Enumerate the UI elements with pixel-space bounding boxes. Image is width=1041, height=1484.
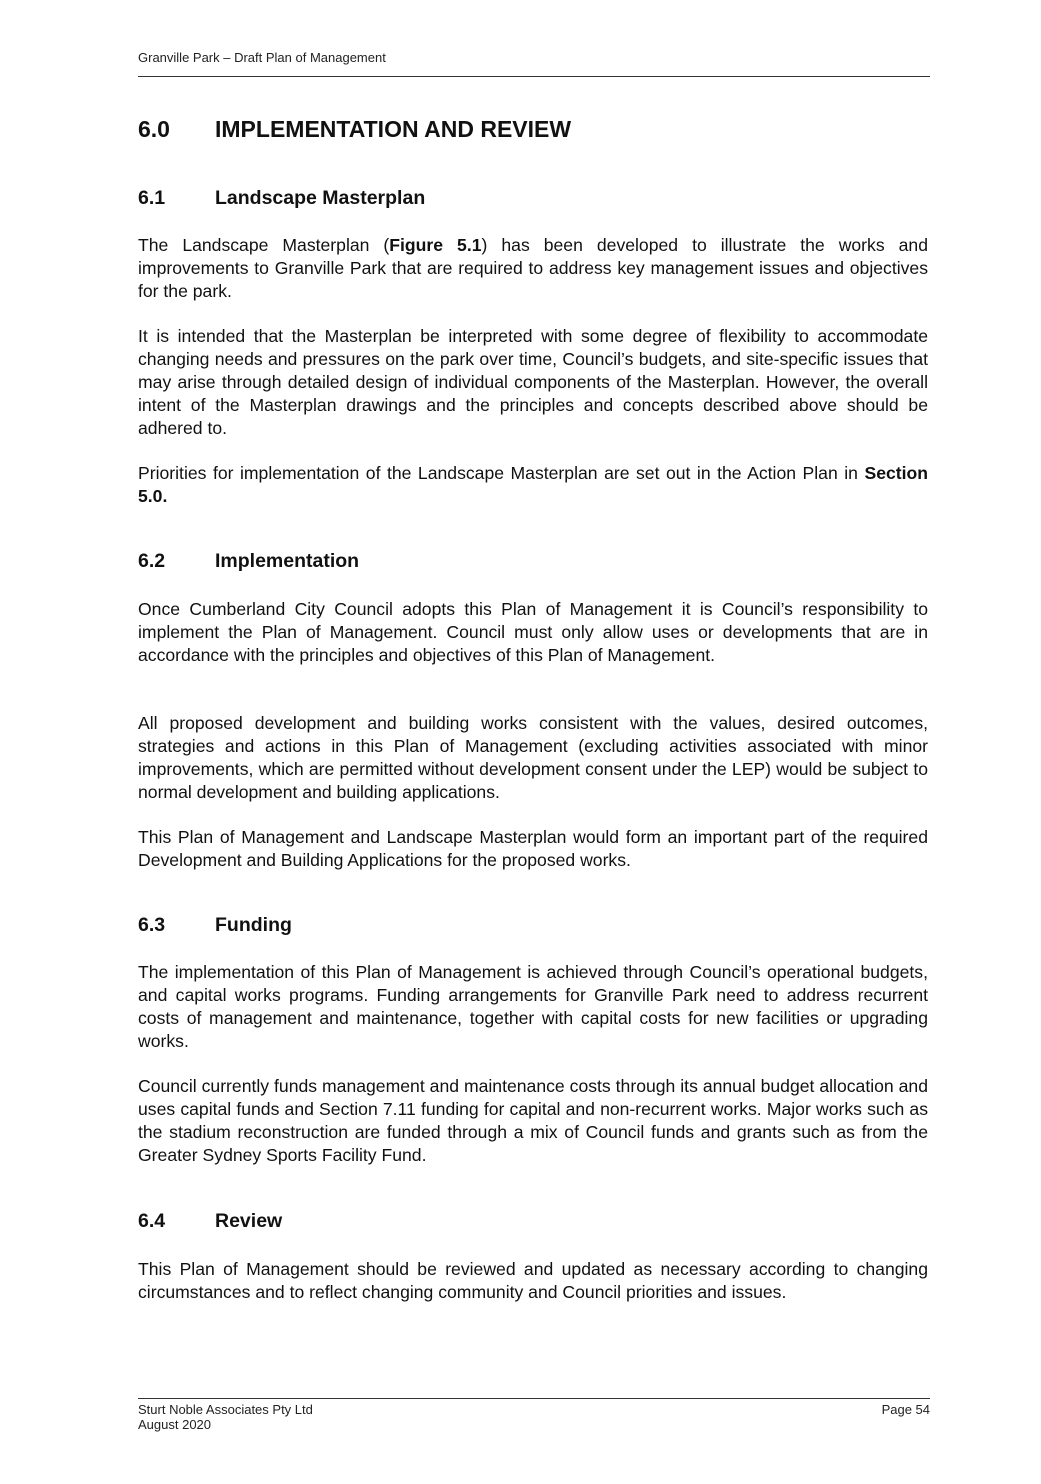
paragraph bbox=[138, 234, 928, 303]
section-number: 6.0 bbox=[138, 116, 170, 142]
figure-reference: Figure 5.1 bbox=[389, 235, 482, 255]
paragraph: The implementation of this Plan of Management is achieved through Council’s operational budgets, and capital works programs. Funding arrangements for Granville Park need to address recurrent costs of management and maintenance, together with capital costs for new facilities or upgrading works. bbox=[138, 962, 928, 1051]
subsection-heading-6-4 bbox=[138, 1210, 282, 1233]
subsection-heading-6-1 bbox=[138, 187, 425, 210]
header-divider bbox=[138, 76, 930, 77]
paragraph: Once Cumberland City Council adopts this Plan of Management it is Council’s responsibility to implement the Plan of Management. Council must only allow uses or developments that are in accordance with the principles and objectives of this Plan of Management. bbox=[138, 599, 928, 665]
section-heading bbox=[138, 116, 571, 143]
paragraph: Council currently funds management and maintenance costs through its annual budget allocation and uses capital funds and Section 7.11 funding for capital and non-recurrent works. Major works such as the stadium reconstruction are funded through a mix of Council funds and grants such as from the Greater Sydney Sports Facility Fund. bbox=[138, 1076, 928, 1165]
footer-divider bbox=[138, 1398, 930, 1399]
subsection-heading-6-2 bbox=[138, 550, 359, 573]
subsection-title: Review bbox=[215, 1210, 283, 1232]
footer-date: August 2020 bbox=[138, 1417, 212, 1432]
paragraph-text: The Landscape Masterplan ( bbox=[138, 235, 390, 255]
paragraph: All proposed development and building works consistent with the values, desired outcomes, strategies and actions in this Plan of Management (excluding activities associated with minor improvements, which are permitted without development consent under the LEP) would be subject to normal development and building applications. bbox=[138, 713, 928, 802]
footer-left bbox=[138, 1402, 313, 1432]
subsection-number: 6.2 bbox=[138, 550, 166, 572]
paragraph bbox=[138, 462, 928, 508]
footer-company: Sturt Noble Associates Pty Ltd bbox=[138, 1402, 313, 1417]
subsection-number: 6.4 bbox=[138, 1210, 166, 1232]
subsection-title: Landscape Masterplan bbox=[215, 187, 426, 209]
paragraph-text: Priorities for implementation of the Landscape Masterplan are set out in the Action Plan in bbox=[138, 463, 865, 483]
subsection-title: Implementation bbox=[215, 550, 360, 572]
section-title: IMPLEMENTATION AND REVIEW bbox=[215, 116, 572, 142]
subsection-number: 6.3 bbox=[138, 914, 166, 936]
paragraph-text: ) has been developed to illustrate the works and improvements to Granville Park that are required to address key management issues and objectives for the park. bbox=[138, 235, 928, 301]
subsection-heading-6-3 bbox=[138, 914, 292, 937]
subsection-title: Funding bbox=[215, 914, 292, 936]
paragraph: This Plan of Management should be reviewed and updated as necessary according to changing circumstances and to reflect changing community and Council priorities and issues. bbox=[138, 1259, 928, 1302]
section-reference: Section 5.0. bbox=[138, 463, 928, 506]
subsection-number: 6.1 bbox=[138, 187, 166, 209]
paragraph: This Plan of Management and Landscape Masterplan would form an important part of the required Development and Building Applications for the proposed works. bbox=[138, 827, 928, 870]
paragraph: It is intended that the Masterplan be interpreted with some degree of flexibility to accommodate changing needs and pressures on the park over time, Council’s budgets, and site-specific issues that may arise through detailed design of individual components of the Masterplan. However, the overall intent of the Masterplan drawings and the principles and concepts described above should be adhered to. bbox=[138, 326, 928, 438]
page-number: Page 54 bbox=[881, 1402, 930, 1417]
running-header: Granville Park – Draft Plan of Management bbox=[138, 50, 386, 65]
